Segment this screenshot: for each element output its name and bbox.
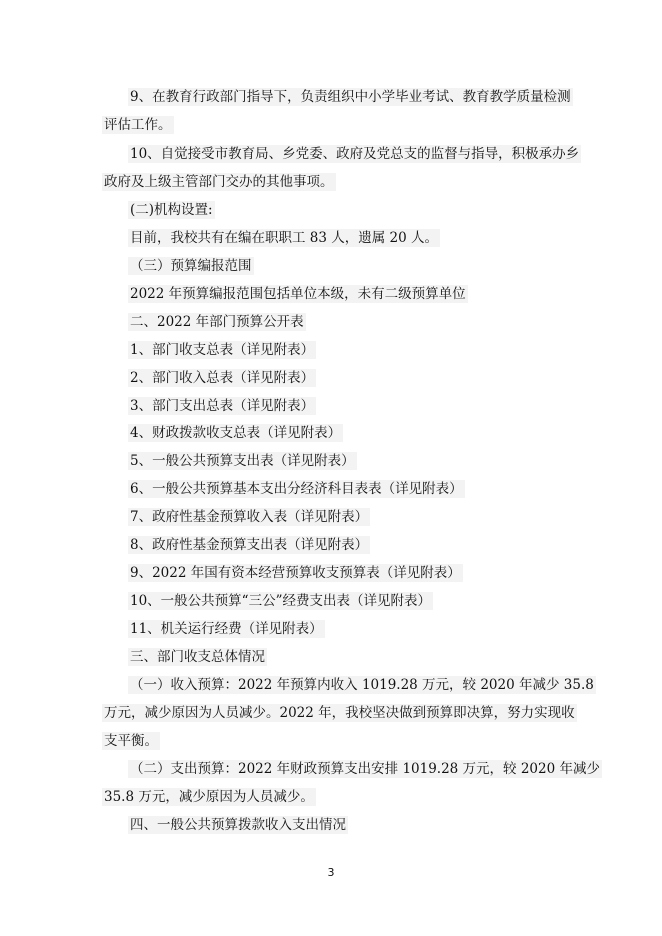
table-list-item-6: 6、一般公共预算基本支出分经济科目表表（详见附表） [130, 481, 463, 497]
page-number: 3 [327, 866, 335, 879]
income-budget-line-3: 支平衡。 [104, 733, 158, 749]
table-list-item-3: 3、部门支出总表（详见附表） [130, 398, 315, 414]
table-list-item-7: 7、政府性基金预算收入表（详见附表） [130, 509, 369, 525]
income-budget-line-1: （一）收入预算：2022 年预算内收入 1019.28 万元，较 2020 年减少 35.8 [130, 677, 594, 693]
para-item-10-line-2: 政府及上级主管部门交办的其他事项。 [104, 174, 334, 190]
table-list-item-9: 9、2022 年国有资本经营预算收支预算表（详见附表） [130, 565, 461, 581]
table-list-item-10: 10、一般公共预算“三公”经费支出表（详见附表） [130, 593, 431, 609]
table-list-item-2: 2、部门收入总表（详见附表） [130, 370, 315, 386]
budget-scope-text: 2022 年预算编报范围包括单位本级，未有二级预算单位 [130, 286, 466, 302]
heading-budget-scope: （三）预算编报范围 [130, 258, 252, 274]
expense-budget-line-1: （二）支出预算：2022 年财政预算支出安排 1019.28 万元，较 2020 年减少 [130, 761, 600, 777]
income-budget-line-2: 万元，减少原因为人员减少。2022 年，我校坚决做到预算即决算，努力实现收 [104, 705, 575, 721]
para-item-9-line-1: 9、在教育行政部门指导下，负责组织中小学毕业考试、教育教学质量检测 [130, 89, 571, 105]
table-list-item-11: 11、机关运行经费（详见附表） [130, 621, 323, 637]
para-item-9-line-2: 评估工作。 [104, 117, 172, 133]
staff-count-text: 目前，我校共有在编在职职工 83 人，遗属 20 人。 [130, 230, 439, 246]
heading-section-3: 三、部门收支总体情况 [130, 649, 265, 665]
para-item-10-line-1: 10、自觉接受市教育局、乡党委、政府及党总支的监督与指导，积极承办乡 [130, 146, 580, 162]
table-list-item-5: 5、一般公共预算支出表（详见附表） [130, 453, 355, 469]
table-list-item-1: 1、部门收支总表（详见附表） [130, 342, 315, 358]
heading-section-2: 二、2022 年部门预算公开表 [130, 314, 304, 330]
heading-section-4: 四、一般公共预算拨款收入支出情况 [130, 817, 346, 833]
table-list-item-8: 8、政府性基金预算支出表（详见附表） [130, 537, 369, 553]
table-list-item-4: 4、财政拨款收支总表（详见附表） [130, 425, 342, 441]
heading-org-setup: (二)机构设置: [130, 202, 213, 218]
expense-budget-line-2: 35.8 万元，减少原因为人员减少。 [104, 789, 314, 805]
